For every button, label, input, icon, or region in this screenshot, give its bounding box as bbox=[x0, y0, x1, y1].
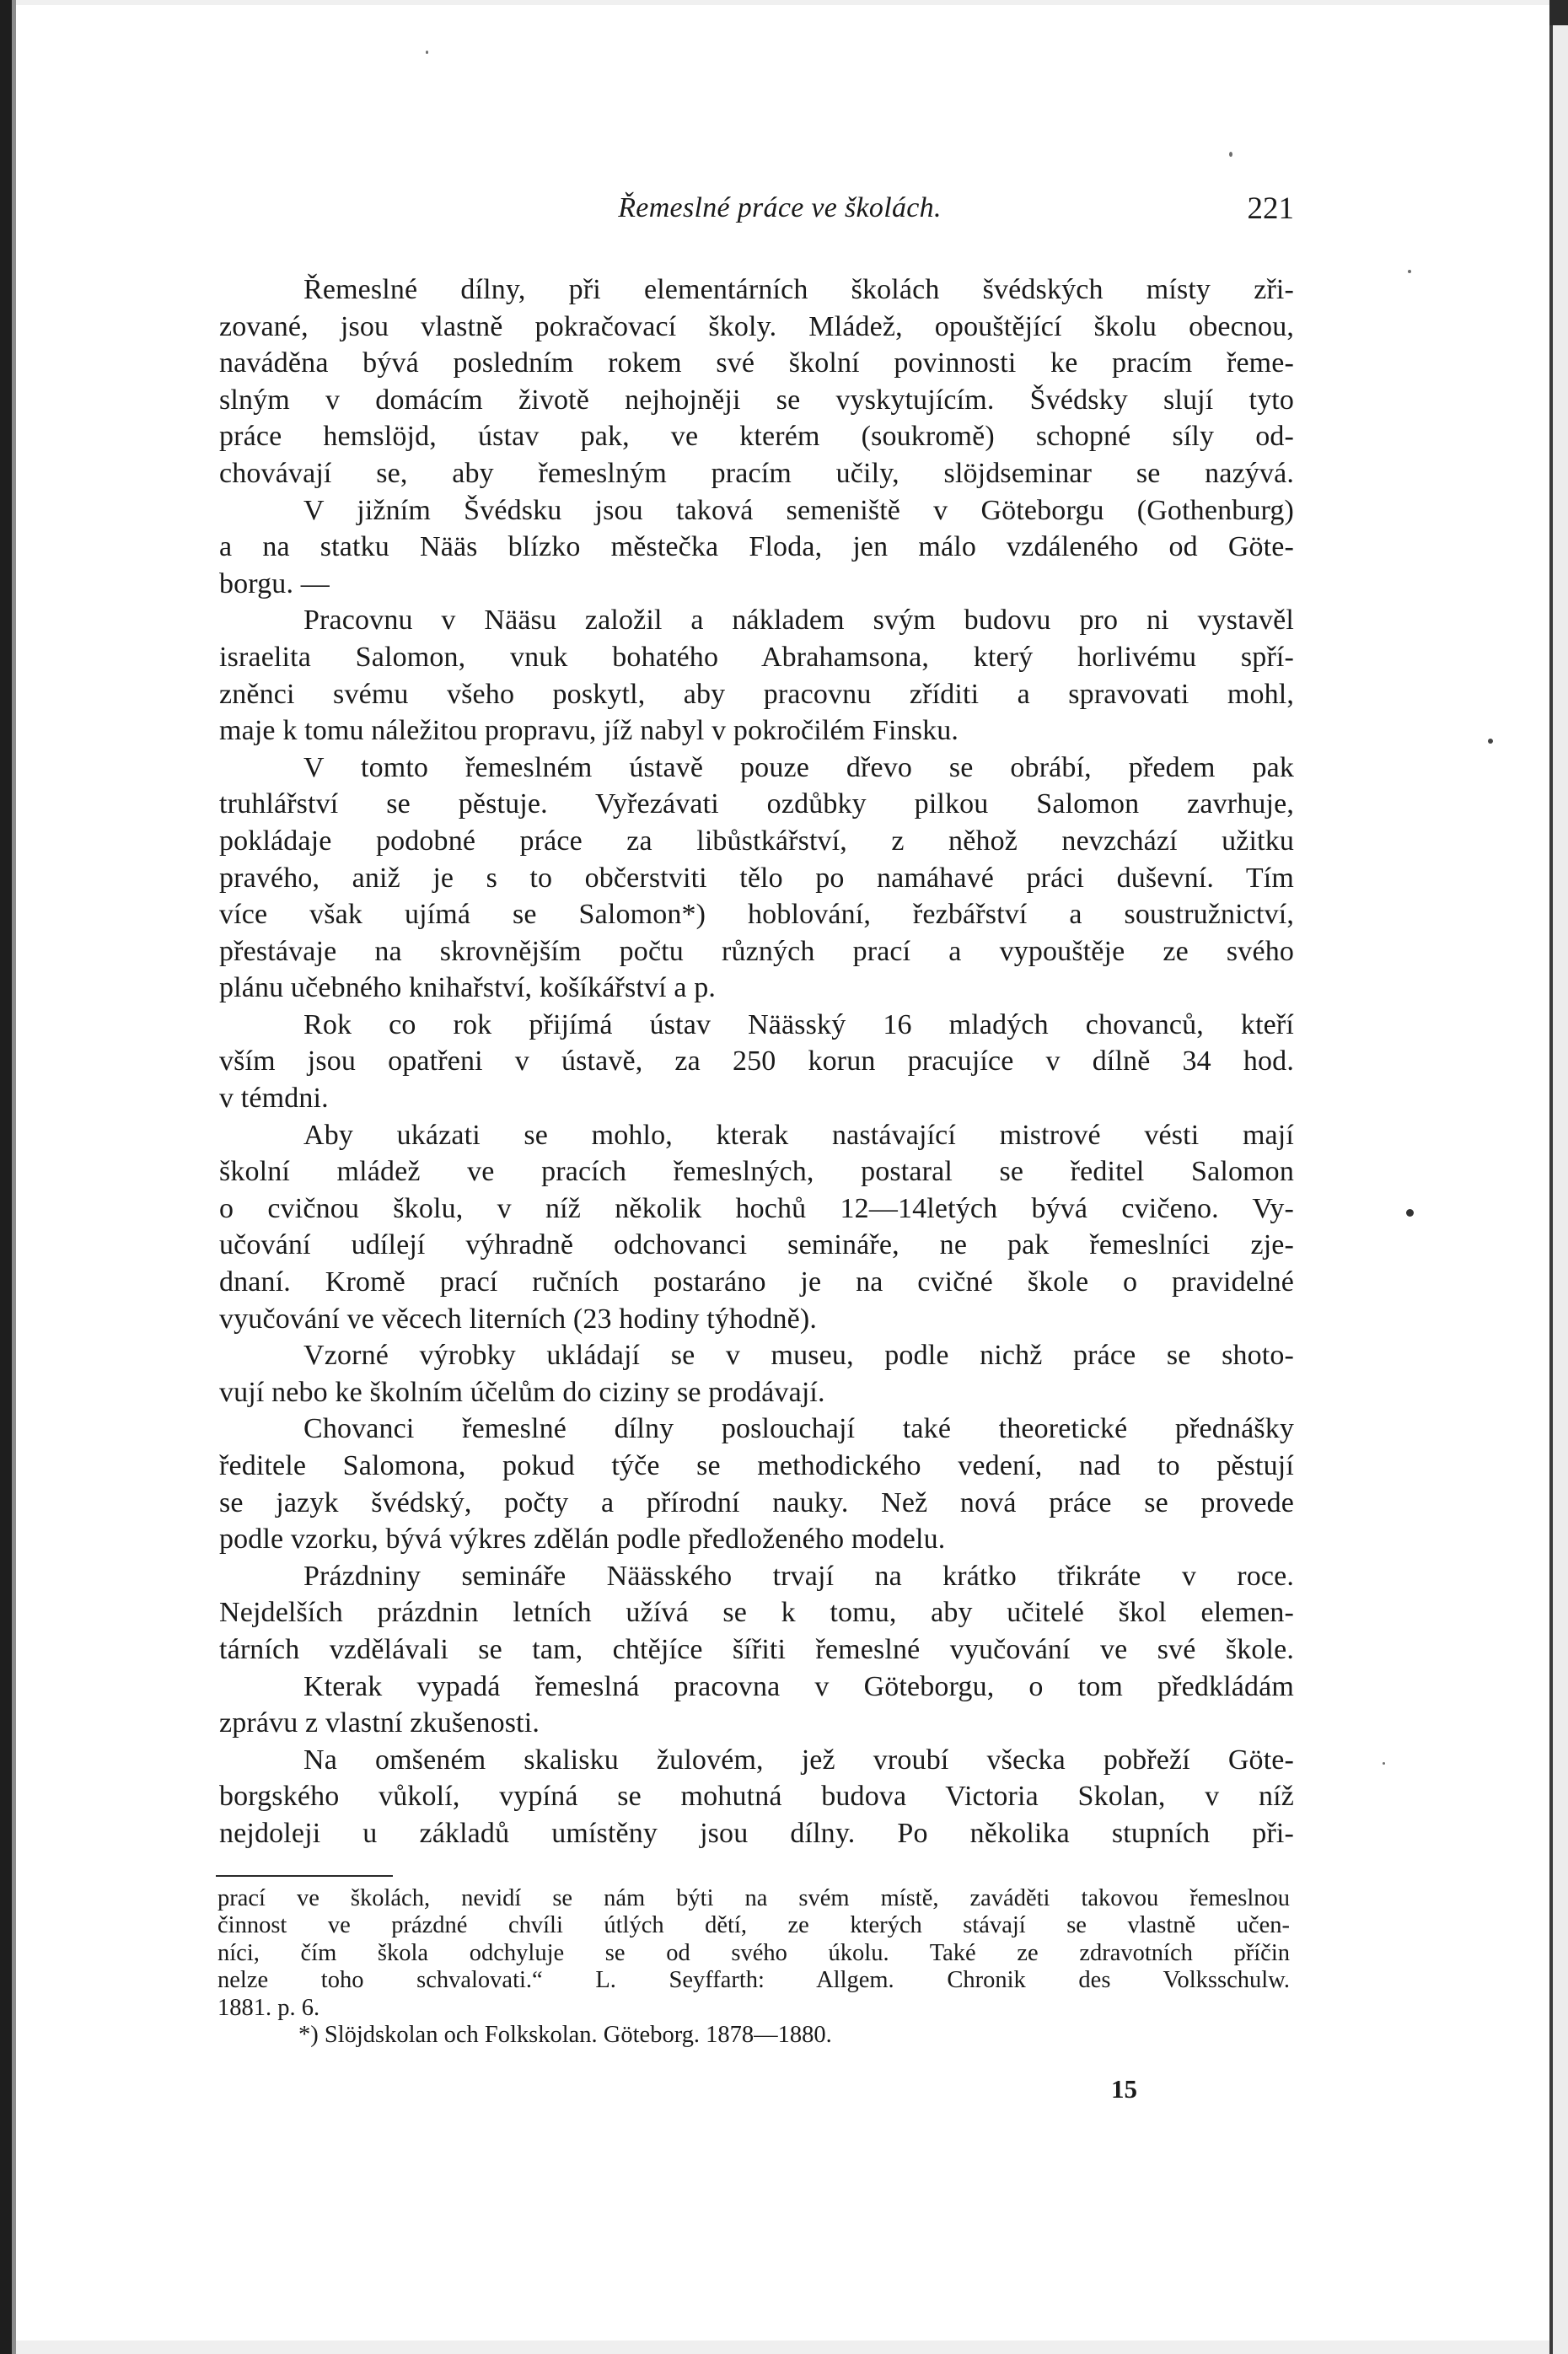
running-title: Řemeslné práce ve školách. bbox=[618, 192, 942, 223]
scan-speck bbox=[1406, 1209, 1414, 1217]
scan-speck bbox=[426, 51, 428, 54]
footnote-line: 1881. p. 6. bbox=[217, 1994, 320, 2021]
text-line: pravého, aniž je s to občerstviti tělo po namáhavé práci duševní. Tím bbox=[219, 862, 1294, 894]
text-line: zprávu z vlastní zkušenosti. bbox=[219, 1707, 540, 1739]
scan-speck bbox=[1383, 1762, 1385, 1765]
text-line: se jazyk švédský, počty a přírodní nauky. Než nová práce se provede bbox=[219, 1486, 1294, 1518]
text-line: podle vzorku, bývá výkres zdělán podle předloženého modelu. bbox=[219, 1524, 946, 1556]
text-line: Rok co rok přijímá ústav Näässký 16 mladých chovanců, kteří bbox=[303, 1008, 1294, 1040]
text-line: nejdoleji u základů umístěny jsou dílny. Po několika stupních při- bbox=[219, 1817, 1294, 1849]
body-text bbox=[219, 271, 1294, 1852]
text-line: Nejdelších prázdnin letních užívá se k tomu, aby učitelé škol elemen- bbox=[219, 1597, 1294, 1629]
scan-speck bbox=[1488, 739, 1493, 744]
text-line: vují nebo ke školním účelům do ciziny se prodávají. bbox=[219, 1376, 825, 1408]
page-number: 221 bbox=[1247, 191, 1294, 226]
text-line: V tomto řemeslném ústavě pouze dřevo se obrábí, předem pak bbox=[303, 751, 1294, 783]
text-line: plánu učebného knihařství, košíkářství a p. bbox=[219, 972, 717, 1004]
scan-speck bbox=[1229, 152, 1232, 157]
footnotes bbox=[217, 1885, 1290, 2049]
footnote-line: prací ve školách, nevidí se nám býti na svém místě, zaváděti takovou řemeslnou bbox=[217, 1885, 1290, 1911]
text-line: israelita Salomon, vnuk bohatého Abrahamsona, který horlivému spří- bbox=[219, 641, 1294, 673]
scan-edge-bottom bbox=[16, 2341, 1549, 2354]
text-line: školní mládež ve pracích řemeslných, postaral se ředitel Salomon bbox=[219, 1156, 1294, 1188]
footnote-rule bbox=[216, 1875, 393, 1877]
text-line: V jižním Švédsku jsou taková semeniště v Göteborgu (Gothenburg) bbox=[303, 494, 1294, 526]
text-line: maje k tomu náležitou propravu, jíž nabyl v pokročilém Finsku. bbox=[219, 715, 959, 747]
text-line: ředitele Salomona, pokud týče se methodického vedení, nad to pěstují bbox=[219, 1450, 1294, 1481]
scan-speck bbox=[1408, 270, 1411, 273]
scan-edge-top bbox=[16, 0, 1549, 5]
text-line: Řemeslné dílny, při elementárních školách švédských místy zři- bbox=[303, 274, 1294, 305]
text-line: práce hemslöjd, ústav pak, ve kterém (soukromě) schopné síly od- bbox=[219, 421, 1294, 453]
scan-edge-left-inner bbox=[12, 0, 16, 2354]
signature-mark: 15 bbox=[1111, 2074, 1137, 2104]
text-line: tárních vzdělávali se tam, chtějíce šířiti řemeslné vyučování ve své škole. bbox=[219, 1633, 1294, 1665]
footnote-line: *) Slöjdskolan och Folkskolan. Göteborg. 1878—1880. bbox=[298, 2021, 832, 2048]
scan-edge-right bbox=[1553, 0, 1568, 2354]
text-line: přestávaje na skrovnějším počtu různých prací a vypouštěje ze svého bbox=[219, 935, 1294, 967]
text-line: Chovanci řemeslné dílny poslouchají také theoretické přednášky bbox=[303, 1413, 1294, 1445]
scan-edge-left bbox=[0, 0, 12, 2354]
text-line: Pracovnu v Nääsu založil a nákladem svým budovu pro ni vystavěl bbox=[303, 605, 1294, 637]
text-line: zněnci svému všeho poskytl, aby pracovnu zříditi a spravovati mohl, bbox=[219, 678, 1294, 710]
text-line: vším jsou opatřeni v ústavě, za 250 korun pracujíce v dílně 34 hod. bbox=[219, 1045, 1294, 1078]
text-line: Aby ukázati se mohlo, kterak nastávající mistrové vésti mají bbox=[303, 1119, 1294, 1151]
text-line: naváděna bývá posledním rokem své školní povinnosti ke pracím řeme- bbox=[219, 347, 1294, 379]
footnote-line: činnost ve prázdné chvíli útlých dětí, ze kterých stávají se vlastně učen- bbox=[217, 1912, 1290, 1939]
footnote-line: níci, čím škola odchyluje se od svého úkolu. Také ze zdravotních příčin bbox=[217, 1939, 1290, 1966]
text-line: učování udílejí výhradně odchovanci semináře, ne pak řemeslníci zje- bbox=[219, 1229, 1294, 1261]
text-line: více však ujímá se Salomon*) hoblování, řezbářství a soustružnictví, bbox=[219, 899, 1294, 931]
text-line: borgského vůkolí, vypíná se mohutná budova Victoria Skolan, v níž bbox=[219, 1781, 1294, 1813]
text-line: slným v domácím životě nejhojněji se vyskytujícím. Švédsky slují tyto bbox=[219, 384, 1294, 416]
text-line: borgu. — bbox=[219, 567, 330, 599]
text-line: o cvičnou školu, v níž několik hochů 12—14letých bývá cvičeno. Vy- bbox=[219, 1192, 1294, 1224]
text-line: Kterak vypadá řemeslná pracovna v Göteborgu, o tom předkládám bbox=[303, 1670, 1294, 1702]
scan-corner-mark bbox=[1549, 0, 1568, 25]
text-line: zované, jsou vlastně pokračovací školy. Mládež, opouštějící školu obecnou, bbox=[219, 310, 1294, 342]
text-line: v témdni. bbox=[219, 1083, 329, 1115]
text-line: chovávají se, aby řemeslným pracím učily, slöjdseminar se nazývá. bbox=[219, 457, 1294, 489]
text-line: truhlářství se pěstuje. Vyřezávati ozdůbky pilkou Salomon zavrhuje, bbox=[219, 788, 1294, 820]
footnote-line: nelze toho schvalovati.“ L. Seyffarth: Allgem. Chronik des Volksschulw. bbox=[217, 1967, 1290, 1994]
text-line: vyučování ve věcech literních (23 hodiny týhodně). bbox=[219, 1303, 817, 1335]
text-line: Na omšeném skalisku žulovém, jež vroubí všecka pobřeží Göte- bbox=[303, 1744, 1294, 1776]
text-line: dnaní. Kromě prací ručních postaráno je na cvičné škole o pravidelné bbox=[219, 1266, 1294, 1298]
text-line: a na statku Nääs blízko městečka Floda, jen málo vzdáleného od Göte- bbox=[219, 531, 1294, 563]
text-line: Prázdniny semináře Nääsského trvají na krátko třikráte v roce. bbox=[303, 1560, 1294, 1592]
text-line: pokládaje podobné práce za libůstkářství, z něhož nevzchází užitku bbox=[219, 825, 1294, 857]
text-line: Vzorné výrobky ukládají se v museu, podle nichž práce se shoto- bbox=[303, 1340, 1294, 1372]
